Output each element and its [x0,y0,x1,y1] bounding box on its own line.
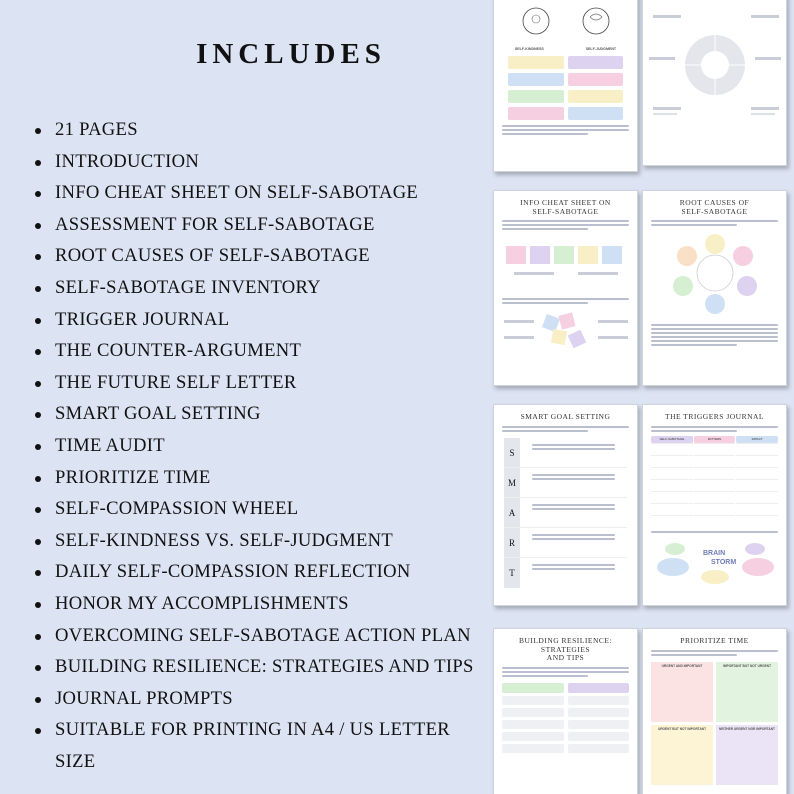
page-title: INCLUDES [196,38,386,70]
feature-item-printing [32,714,474,777]
root-causes-diagram-icon [643,228,787,318]
cheat-title [494,191,637,218]
feature-item: INFO CHEAT SHEET ON SELF-SABOTAGE [32,177,474,209]
feature-item: THE COUNTER-ARGUMENT [32,335,474,367]
smart-letter: T [504,558,520,588]
feature-item: JOURNAL PROMPTS [32,683,474,715]
feature-item: PRIORITIZE TIME [32,462,474,494]
root-title-line: ROOT CAUSES OF [679,198,750,207]
thumb-building-resilience [493,628,638,794]
thumb-prioritize-time [642,628,787,794]
compassion-wheel-icon [643,0,787,155]
thumb-triggers-journal [642,404,787,606]
resilience-title-line: BUILDING RESILIENCE: STRATEGIES [518,636,613,654]
feature-item: SELF-COMPASSION WHEEL [32,493,474,525]
triggers-title: THE TRIGGERS JOURNAL [664,412,765,421]
feature-item: BUILDING RESILIENCE: STRATEGIES AND TIPS [32,651,474,683]
resilience-title [494,629,637,665]
quadrant-label: NEITHER URGENT NOR IMPORTANT [719,726,775,731]
smart-title: SMART GOAL SETTING [520,412,611,421]
triggers-column-header: IMPACT [736,436,778,444]
kindness-box [508,90,564,103]
quadrant-label: URGENT AND IMPORTANT [661,663,703,668]
feature-item: TIME AUDIT [32,430,474,462]
root-title [643,191,786,218]
judgment-box [568,73,624,86]
thumb-compassion-wheel [642,0,787,166]
root-title-line: SELF-SABOTAGE [681,206,748,216]
feature-item: SELF-SABOTAGE INVENTORY [32,272,474,304]
puzzle-pieces-icon [494,232,638,292]
feature-item: TRIGGER JOURNAL [32,304,474,336]
kindness-box [508,56,564,69]
judgment-box [568,56,624,69]
feature-item: INTRODUCTION [32,146,474,178]
cubes-icon [494,306,638,366]
smart-letter: S [504,438,520,467]
thumb-smart-goals [493,404,638,606]
prioritize-title: PRIORITIZE TIME [680,636,749,645]
feature-item: THE FUTURE SELF LETTER [32,367,474,399]
feature-item: ASSESSMENT FOR SELF-SABOTAGE [32,209,474,241]
feature-item: 21 PAGES [32,114,474,146]
triggers-column-header: PATTERN [694,436,736,444]
feature-list [32,114,474,777]
smart-letter: R [504,528,520,557]
cheat-title-line: SELF-SABOTAGE [532,206,599,216]
judgment-box [568,90,624,103]
thumb-cheat-sheet [493,190,638,386]
brain-label: BRAIN [703,550,726,558]
cheat-title-line: INFO CHEAT SHEET ON [520,198,611,207]
feature-line: SIZE [55,750,96,772]
smart-letter: M [504,468,520,497]
brainstorm-clouds-icon [643,535,787,587]
kindness-label: SELF-KINDNESS [514,47,544,51]
page-thumbnails [490,0,794,794]
quadrant-label: URGENT BUT NOT IMPORTANT [657,726,707,731]
smart-letter: A [504,498,520,527]
feature-item: OVERCOMING SELF-SABOTAGE ACTION PLAN [32,620,474,652]
kindness-box [508,107,564,120]
feature-item: DAILY SELF-COMPASSION REFLECTION [32,556,474,588]
feature-line: SUITABLE FOR PRINTING IN A4 / US LETTER [55,719,450,741]
thumb-self-kindness [493,0,638,172]
judgment-label: SELF-JUDGMENT [585,47,617,51]
storm-label: STORM [711,559,737,567]
feature-item: SELF-KINDNESS VS. SELF-JUDGMENT [32,525,474,557]
feature-item: SMART GOAL SETTING [32,398,474,430]
feature-item: HONOR MY ACCOMPLISHMENTS [32,588,474,620]
quadrant-label: IMPORTANT BUT NOT URGENT [722,663,772,668]
resilience-title-line: AND TIPS [546,653,585,663]
judgment-box [568,107,624,120]
kindness-box [508,73,564,86]
feature-item: ROOT CAUSES OF SELF-SABOTAGE [32,240,474,272]
thumb-root-causes [642,190,787,386]
triggers-column-header: SELF-SABOTAGE [651,436,693,444]
